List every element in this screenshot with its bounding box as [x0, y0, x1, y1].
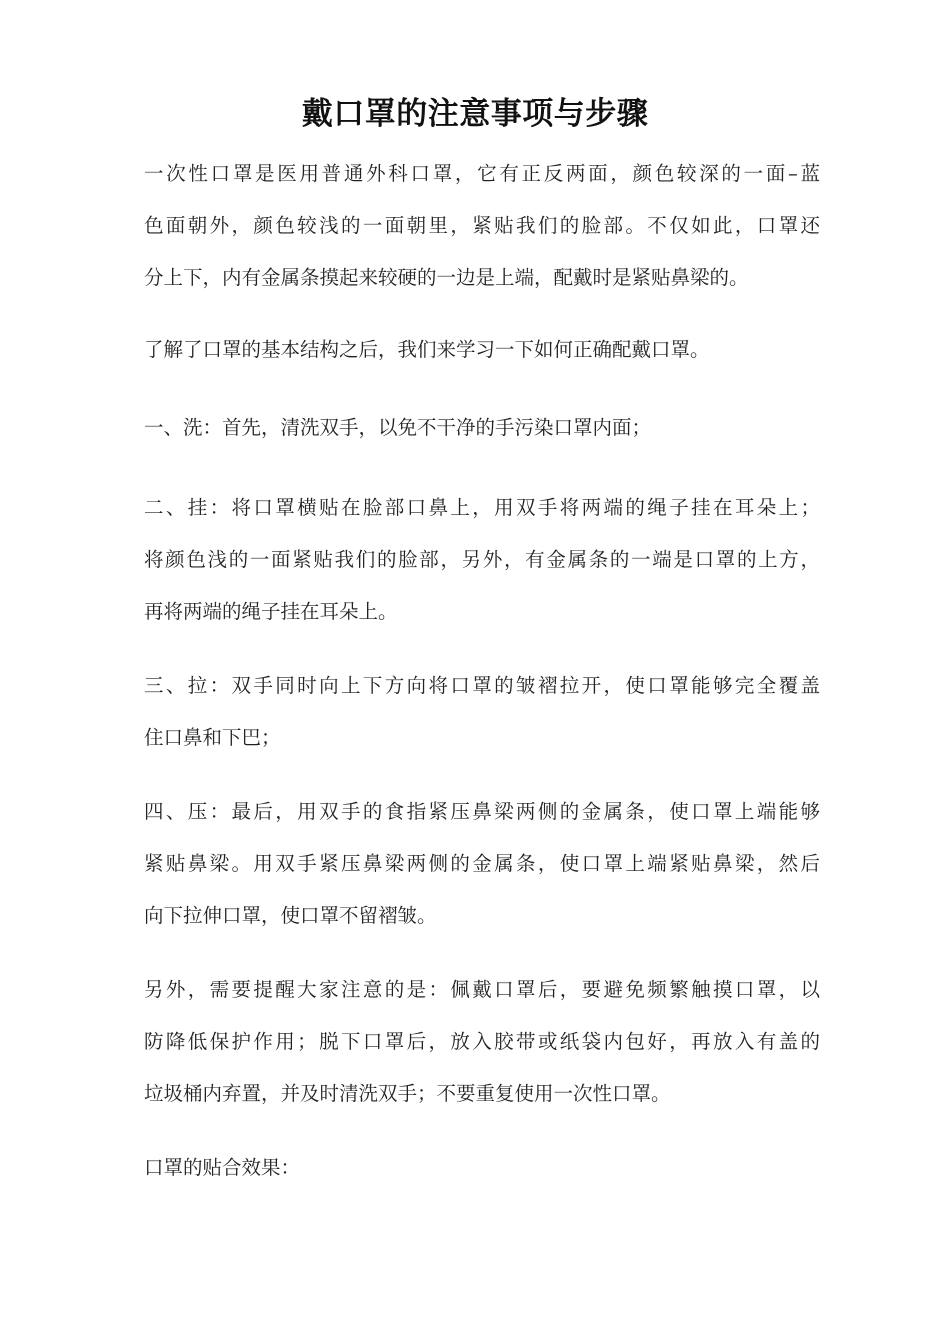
paragraph-intro — [144, 148, 820, 304]
paragraph-line: 再将两端的绳子挂在耳朵上。 — [144, 600, 398, 623]
paragraph-line: 垃圾桶内弃置，并及时清洗双手；不要重复使用一次性口罩。 — [144, 1082, 671, 1105]
paragraph-line: 住口鼻和下巴； — [144, 726, 281, 749]
paragraph-fit-effect — [144, 1142, 820, 1194]
paragraph-line: 二、挂：将口罩横贴在脸部口鼻上，用双手将两端的绳子挂在耳朵上； — [144, 496, 820, 519]
paragraph-line: 将颜色浅的一面紧贴我们的脸部，另外，有金属条的一端是口罩的上方， — [144, 548, 820, 571]
paragraph-step-pull — [144, 660, 820, 764]
paragraph-line: 三、拉：双手同时向上下方向将口罩的皱褶拉开，使口罩能够完全覆盖 — [144, 674, 820, 697]
paragraph-step-hang — [144, 482, 820, 638]
paragraph-line: 防降低保护作用；脱下口罩后，放入胶带或纸袋内包好，再放入有盖的 — [144, 1030, 820, 1053]
paragraph-line: 另外，需要提醒大家注意的是：佩戴口罩后，要避免频繁触摸口罩，以 — [144, 978, 820, 1001]
paragraph-line: 分上下，内有金属条摸起来较硬的一边是上端，配戴时是紧贴鼻梁的。 — [144, 266, 749, 289]
paragraph-line: 一、洗：首先，清洗双手，以免不干净的手污染口罩内面； — [144, 416, 652, 439]
paragraph-step-wash — [144, 402, 820, 454]
paragraph-transition — [144, 324, 820, 376]
document-title: 戴口罩的注意事项与步骤 — [301, 96, 649, 132]
paragraph-line: 口罩的贴合效果： — [144, 1156, 301, 1179]
paragraph-line: 了解了口罩的基本结构之后，我们来学习一下如何正确配戴口罩。 — [144, 338, 710, 361]
paragraph-line: 紧贴鼻梁。用双手紧压鼻梁两侧的金属条，使口罩上端紧贴鼻梁，然后 — [144, 852, 820, 875]
paragraph-line: 一次性口罩是医用普通外科口罩，它有正反两面，颜色较深的一面–蓝 — [144, 162, 820, 185]
paragraph-line: 向下拉伸口罩，使口罩不留褶皱。 — [144, 904, 437, 927]
paragraph-line: 四、压：最后，用双手的食指紧压鼻梁两侧的金属条，使口罩上端能够 — [144, 800, 820, 823]
paragraph-reminder — [144, 964, 820, 1120]
paragraph-line: 色面朝外，颜色较浅的一面朝里，紧贴我们的脸部。不仅如此，口罩还 — [144, 214, 820, 237]
paragraph-step-press — [144, 786, 820, 942]
